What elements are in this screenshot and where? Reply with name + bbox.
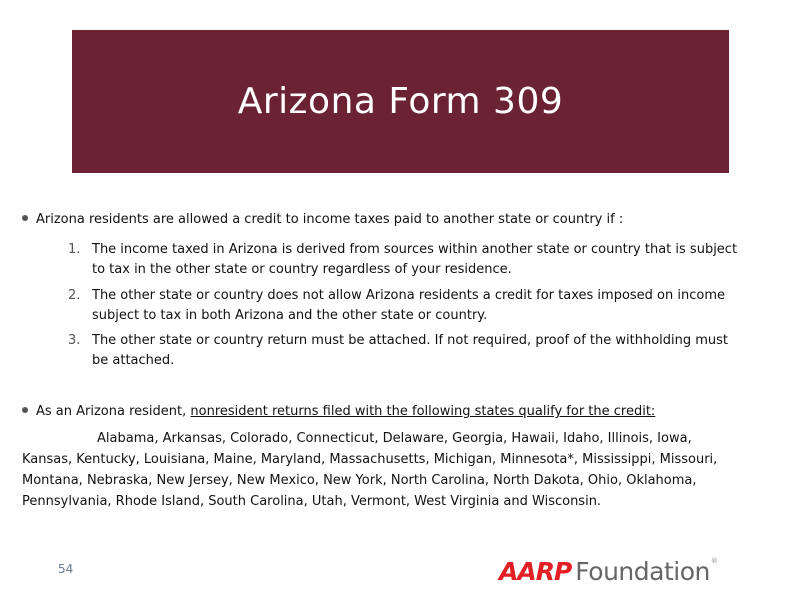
condition-item-3 (68, 331, 738, 371)
condition-number: 3. (68, 333, 81, 348)
qualifying-states-list: Alabama, Arkansas, Colorado, Connecticut, Delaware, Georgia, Hawaii, Idaho, Illinois, Iowa, Kansas, Kentucky, Louisiana, Maine, Maryland, Massachusetts, Michigan, Minnesota*, Mississippi, Missouri, Montana, Nebraska, New Jersey, New Mexico, New York, North Carolina, North Dakota, Ohio, Oklahoma, Pennsylvania, Rhode Island, South Carolina, Utah, Vermont, West Virginia and Wisconsin. (22, 431, 718, 509)
condition-item-2 (68, 286, 738, 326)
condition-number: 1. (68, 242, 81, 257)
aarp-foundation-logo (499, 556, 718, 586)
condition-item-1 (68, 240, 738, 280)
condition-text: The income taxed in Arizona is derived from sources within another state or country that is subject to tax in the other state or country regardless of your residence. (92, 242, 738, 277)
logo-brand: AARP (499, 556, 572, 586)
bullet-dot-icon (22, 407, 28, 413)
bullet-dot-icon (22, 215, 28, 221)
registered-mark-icon: ® (710, 557, 718, 565)
condition-text: The other state or country return must be attached. If not required, proof of the withholding must be attached. (92, 333, 729, 368)
bullet-states-underlined: nonresident returns filed with the following states qualify for the credit: (190, 404, 656, 419)
bullet-states-prefix: As an Arizona resident, (36, 404, 191, 419)
condition-text: The other state or country does not allow Arizona residents a credit for taxes imposed on income subject to tax in both Arizona and the other state or country. (92, 288, 725, 323)
bullet-credit-text: Arizona residents are allowed a credit to income taxes paid to another state or country if : (36, 212, 624, 227)
condition-number: 2. (68, 288, 81, 303)
title-banner (72, 30, 729, 173)
bullet-credit-conditions (22, 212, 623, 227)
bullet-qualifying-states (22, 404, 655, 419)
logo-suffix: Foundation (575, 556, 710, 586)
page-number: 54 (58, 562, 74, 576)
page-title: Arizona Form 309 (237, 81, 564, 122)
